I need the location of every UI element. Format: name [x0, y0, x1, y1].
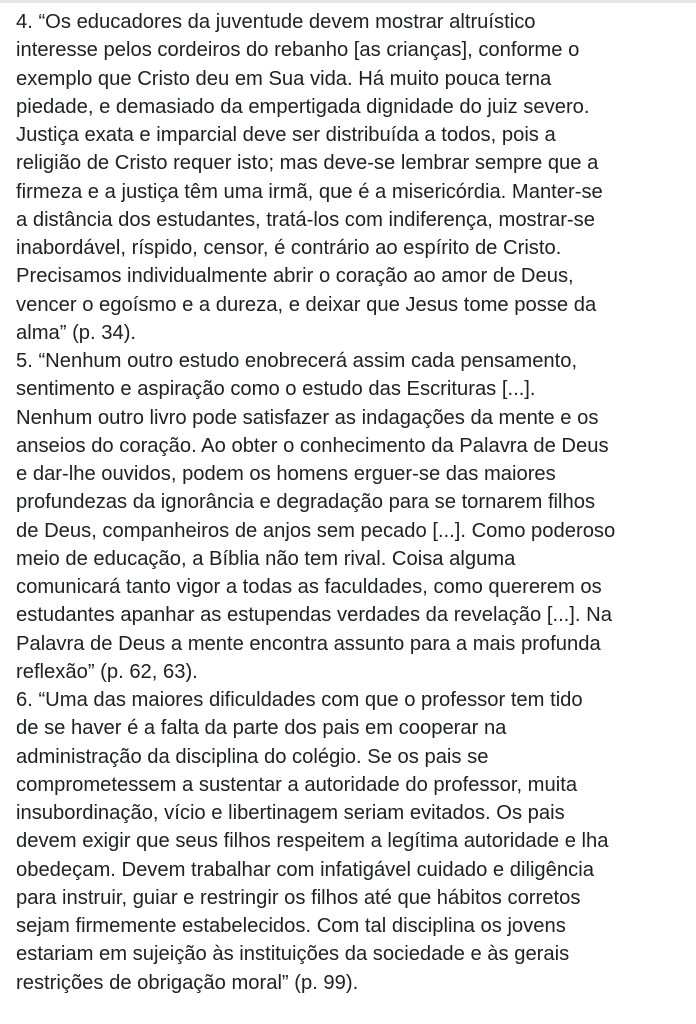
text-line: exemplo que Cristo deu em Sua vida. Há muito pouca terna [16, 67, 552, 90]
text-line: devem exigir que seus filhos respeitem a legítima autoridade e lha [16, 830, 609, 853]
text-line: religião de Cristo requer isto; mas deve-se lembrar sempre que a [16, 152, 599, 175]
text-line: inabordável, ríspido, censor, é contrário ao espírito de Cristo. [16, 237, 562, 259]
text-line: 4. “Os educadores da juventude devem mostrar altruístico [16, 11, 536, 33]
text-line: de se haver é a falta da parte dos pais em cooperar na [16, 717, 507, 740]
paragraph-6 [16, 686, 696, 997]
text-line: Justiça exata e imparcial deve ser distribuída a todos, pois a [16, 124, 556, 146]
text-line: estudantes apanhar as estupendas verdades da revelação [...]. Na [16, 604, 612, 627]
text-line: de Deus, companheiros de anjos sem pecado [...]. Como poderoso [16, 519, 616, 542]
text-line: insubordinação, vício e libertinagem seriam evitados. Os pais [16, 802, 565, 824]
text-line: administração da disciplina do colégio. Se os pais se [16, 745, 489, 768]
text-line: restrições de obrigação moral” (p. 99). [16, 971, 359, 994]
text-line: meio de educação, a Bíblia não tem rival. Coisa alguma [16, 547, 516, 570]
text-line: reflexão” (p. 62, 63). [16, 660, 198, 683]
text-line: Palavra de Deus a mente encontra assunto para a mais profunda [16, 632, 601, 655]
top-divider [0, 0, 696, 3]
text-line: profundezas da ignorância e degradação para se tornarem filhos [16, 491, 596, 514]
paragraph-5 [16, 347, 696, 686]
text-line: 6. “Uma das maiores dificuldades com que o professor tem tido [16, 689, 583, 711]
text-line: alma” (p. 34). [16, 321, 137, 344]
text-line: estariam em sujeição às instituições da sociedade e às gerais [16, 943, 570, 966]
text-line: comprometessem a sustentar a autoridade do professor, muita [16, 773, 578, 796]
text-line: piedade, e demasiado da empertigada dignidade do juiz severo. [16, 95, 590, 118]
text-line: e dar-lhe ouvidos, podem os homens erguer-se das maiores [16, 463, 556, 485]
document-text [16, 8, 696, 997]
text-line: Precisamos individualmente abrir o coração ao amor de Deus, [16, 265, 574, 288]
text-line: obedeçam. Devem trabalhar com infatigável cuidado e diligência [16, 858, 594, 881]
text-line: comunicará tanto vigor a todas as faculdades, como quererem os [16, 576, 602, 598]
text-line: Nenhum outro livro pode satisfazer as indagações da mente e os [16, 406, 599, 429]
paragraph-4 [16, 8, 696, 347]
text-line: a distância dos estudantes, tratá-los com indiferença, mostrar-se [16, 208, 595, 231]
text-line: sentimento e aspiração como o estudo das Escrituras [...]. [16, 378, 536, 401]
text-line: para instruir, guiar e restringir os filhos até que hábitos corretos [16, 886, 581, 909]
text-line: firmeza e a justiça têm uma irmã, que é a misericórdia. Manter-se [16, 180, 603, 203]
text-line: 5. “Nenhum outro estudo enobrecerá assim cada pensamento, [16, 350, 578, 372]
text-line: sejam firmemente estabelecidos. Com tal disciplina os jovens [16, 915, 566, 937]
text-line: vencer o egoísmo e a dureza, e deixar que Jesus tome posse da [16, 293, 597, 316]
text-line: anseios do coração. Ao obter o conhecimento da Palavra de Deus [16, 434, 609, 457]
text-line: interesse pelos cordeiros do rebanho [as crianças], conforme o [16, 39, 580, 62]
